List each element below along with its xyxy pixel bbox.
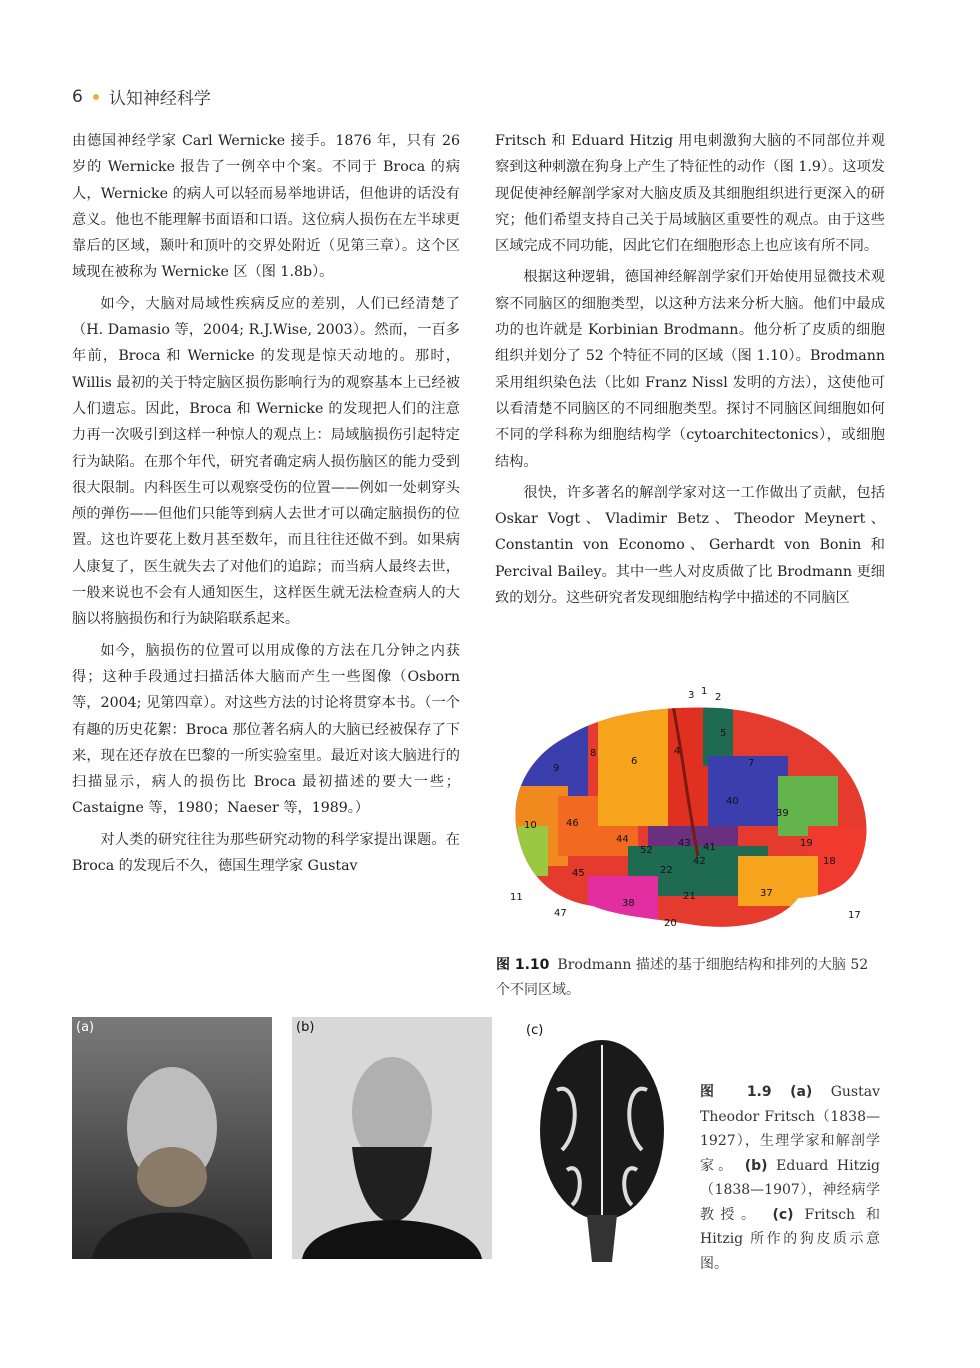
area-label-20: 20 — [664, 918, 677, 929]
portrait-hitzig — [292, 1017, 492, 1259]
right-column — [495, 128, 885, 616]
photo-label-c: (c) — [526, 1023, 544, 1038]
paragraph: 由德国神经学家 Carl Wernicke 接手。1876 年，只有 26 岁的 Wernicke 报告了一例卒中个案。不同于 Broca 的病人，Wernicke 的病人可以轻而易举地讲话，但他讲的话没有意义。他也不能理解书面语和口语。这位病人损伤在左半球更靠后的区域，颞叶和顶叶的交界处附近（见第三章）。这个区域现在被称为 Wernicke 区（图 1.8b）。 — [72, 133, 460, 281]
figure-label: 图 1.9 — [700, 1084, 772, 1100]
portrait-fritsch — [72, 1017, 272, 1259]
area-label-44: 44 — [616, 834, 629, 845]
area-label-39: 39 — [776, 808, 789, 819]
area-label-21: 21 — [683, 891, 696, 902]
dog-cortex-drawing — [522, 1020, 682, 1265]
area-label-52: 52 — [640, 845, 653, 856]
figure-1-10-caption — [496, 953, 884, 1003]
photo-label-a: (a) — [76, 1020, 95, 1035]
header-dot-icon — [93, 94, 99, 100]
area-label-6: 6 — [631, 756, 638, 767]
area-label-3: 3 — [688, 690, 695, 701]
paragraph: 根据这种逻辑，德国神经解剖学家们开始使用显微技术观察不同脑区的细胞类型，以这种方法来分析大脑。他们中最成功的也许就是 Korbinian Brodmann。他分析了皮质的细胞组织并划分了 52 个特征不同的区域（图 1.10）。Brodmann 采用组织染色法（比如 Franz Nissl 发明的方法），这使他可以看清楚不同脑区的不同细胞类型。探讨不同脑区间细胞如何不同的学科称为细胞结构学（cytoarchitectonics），或细胞结构。 — [495, 269, 885, 470]
figure-1-9-caption — [700, 1080, 880, 1276]
area-label-17: 17 — [848, 910, 861, 921]
page-number: 6 — [72, 86, 83, 107]
area-label-7: 7 — [748, 758, 755, 769]
area-label-47: 47 — [554, 908, 567, 919]
caption-text: Brodmann 描述的基于细胞结构和排列的大脑 52 个不同区域。 — [496, 957, 869, 998]
paragraph: 对人类的研究往往为那些研究动物的科学家提出课题。在 Broca 的发现后不久，德国生理学家 Gustav — [72, 831, 460, 875]
left-column — [72, 128, 460, 884]
area-label-18: 18 — [823, 856, 836, 867]
area-label-4: 4 — [674, 746, 681, 757]
paragraph: 如今，脑损伤的位置可以用成像的方法在几分钟之内获得；这种手段通过扫描活体大脑而产生一些图像（Osborn 等，2004; 见第四章）。对这些方法的讨论将贯穿本书。（一个有趣的历史花絮：Broca 那位著名病人的大脑已经被保存了下来，现在还存放在巴黎的一所实验室里。最近对该大脑进行的扫描显示，病人的损伤比 Broca 最初描述的要大一些；Castaigne 等，1980；Naeser 等，1989。） — [72, 642, 460, 817]
area-label-43: 43 — [678, 838, 691, 849]
area-label-11: 11 — [510, 892, 523, 903]
caption-tag-b: (b) — [744, 1157, 768, 1174]
dog-brain-sketch — [522, 1020, 682, 1265]
area-label-40: 40 — [726, 796, 739, 807]
area-label-2: 2 — [715, 692, 722, 703]
area-label-5: 5 — [720, 728, 727, 739]
area-label-9: 9 — [553, 763, 560, 774]
area-label-10: 10 — [524, 820, 537, 831]
area-label-19: 19 — [800, 838, 813, 849]
paragraph: Fritsch 和 Eduard Hitzig 用电刺激狗大脑的不同部位并观察到这种刺激在狗身上产生了特征性的动作（图 1.9）。这项发现促使神经解剖学家对大脑皮质及其细胞组织进行更深入的研究；他们希望支持自己关于局域脑区重要性的观点。由于这些区域完成不同功能，因此它们在细胞形态上也应该有所不同。 — [495, 133, 885, 255]
area-label-42: 42 — [693, 856, 706, 867]
book-title: 认知神经科学 — [108, 89, 211, 109]
area-label-45: 45 — [572, 868, 585, 879]
paragraph: 很快，许多著名的解剖学家对这一工作做出了贡献，包括 Oskar Vogt、Vladimir Betz、Theodor Meynert、Constantin von Economo、Gerhardt von Bonin 和 Percival Bailey。其中一些人对皮质做了比 Brodmann 更细致的划分。这些研究者发现细胞结构学中描述的不同脑区 — [495, 484, 885, 607]
caption-text-a: Gustav Theodor Fritsch（1838—1927），生理学家和解剖学家。 — [700, 1084, 881, 1174]
area-label-41: 41 — [703, 842, 716, 853]
photo-label-b: (b) — [296, 1020, 315, 1035]
paragraph: 如今，大脑对局域性疾病反应的差别，人们已经清楚了（H. Damasio 等，2004; R.J.Wise, 2003）。然而，一百多年前，Broca 和 Wernicke 的发现是惊天动地的。那时，Willis 最初的关于特定脑区损伤影响行为的观察基本上已经被人们遗忘。因此，Broca 和 Wernicke 的发现把人们的注意力再一次吸引到这样一种惊人的观点上：局域脑损伤引起特定行为缺陷。在那个年代，研究者确定病人损伤脑区的能力受到很大限制。内科医生可以观察受伤的位置——例如一处刺穿头颅的弹伤——但他们只能等到病人去世才可以确定脑损伤的位置。这也许要花上数月甚至数年，而且往往还做不到。如果病人康复了，医生就失去了对他们的追踪；而当病人最终去世，一般来说也不会有人通知医生，这样医生就无法检查病人的大脑以将脑损伤和行为缺陷联系起来。 — [72, 295, 460, 628]
figure-label: 图 1.10 — [496, 957, 550, 973]
area-label-1: 1 — [701, 686, 708, 697]
area-label-22: 22 — [660, 865, 673, 876]
area-label-37: 37 — [760, 888, 773, 899]
brodmann-brain-map — [498, 686, 883, 936]
caption-text-b: Eduard Hitzig（1838—1907），神经病学教授。 — [700, 1157, 881, 1223]
running-header — [72, 84, 211, 109]
caption-tag-c: (c) — [772, 1206, 794, 1223]
caption-text-c: Fritsch 和 Hitzig 所作的狗皮质示意图。 — [700, 1206, 881, 1272]
portrait-silhouette-b — [292, 1017, 492, 1259]
portrait-silhouette-a — [72, 1017, 272, 1259]
area-label-8: 8 — [590, 748, 597, 759]
caption-tag-a: (a) — [790, 1084, 813, 1100]
area-label-38: 38 — [622, 898, 635, 909]
area-label-46: 46 — [566, 818, 579, 829]
